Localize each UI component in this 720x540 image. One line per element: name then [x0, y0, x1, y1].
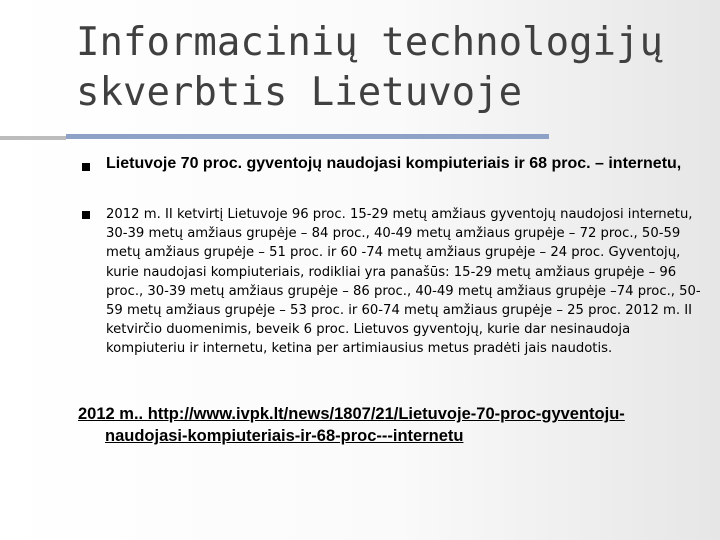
title-rule-left-segment [0, 136, 66, 140]
slide-title: Informacinių technologijų skverbtis Lietuvoje [76, 20, 663, 115]
source-link-text: 2012 m.. http://www.ivpk.lt/news/1807/21/Lietuvoje-70-proc-gyventoju-naudojasi-kompiuteriais-ir-68-proc---internetu [78, 405, 625, 445]
square-bullet-icon [82, 163, 90, 171]
square-bullet-icon [82, 211, 90, 219]
title-rule [66, 134, 549, 139]
source-link[interactable] [78, 403, 698, 447]
bullet-text-2: 2012 m. II ketvirtį Lietuvoje 96 proc. 15-29 metų amžiaus gyventojų naudojosi internetu, 30-39 metų amžiaus grupėje – 84 proc., 40-49 metų amžiaus grupėje – 72 proc., 50-59 metų amžiaus grupėje – 51 proc. ir 60 -74 metų amžiaus grupėje – 24 proc. Gyventojų, kurie naudojasi kompiuteriais, rodikliai yra panašūs: 15-29 metų amžiaus grupėje – 96 proc., 30-39 metų amžiaus grupėje – 86 proc., 40-49 metų amžiaus grupėje –74 proc., 50-59 metų amžiaus grupėje – 53 proc. ir 60-74 metų amžiaus grupėje – 25 proc. 2012 m. II ketvirčio duomenimis, beveik 6 proc. Lietuvos gyventojų, kurie dar nesinaudoja kompiuteriu ir internetu, ketina per artimiausius metus pradėti jais naudotis. [106, 207, 701, 357]
bullet-text-1: Lietuvoje 70 proc. gyventojų naudojasi kompiuteriais ir 68 proc. – internetu, [106, 155, 682, 172]
